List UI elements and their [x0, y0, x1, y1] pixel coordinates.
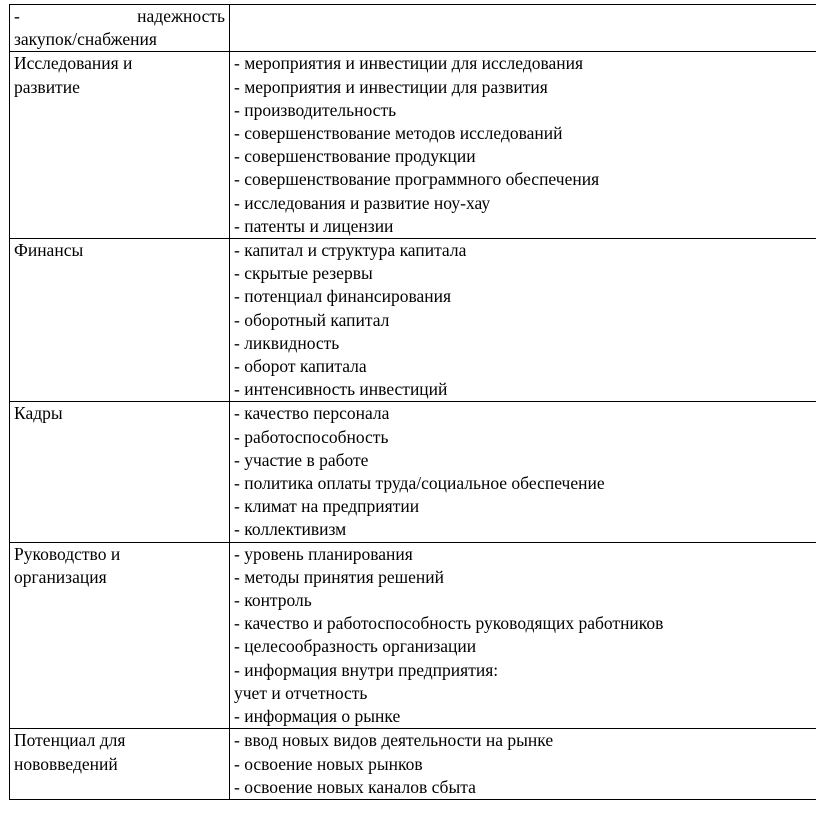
table-row — [10, 239, 816, 402]
category-cell — [10, 239, 230, 402]
category-cell — [10, 5, 230, 52]
items-cell — [230, 5, 816, 52]
list-item: - качество и работоспособность руководящих работников — [234, 613, 664, 634]
items-cell — [230, 542, 816, 729]
table-row — [10, 402, 816, 542]
list-item: - политика оплаты труда/социальное обеспечение — [234, 473, 605, 494]
factors-table — [9, 4, 816, 800]
category-line — [14, 5, 229, 28]
list-item: - капитал и структура капитала — [234, 240, 467, 261]
category-text: Потенциал для — [14, 730, 126, 751]
category-text: Исследования и — [14, 53, 133, 74]
list-item: - мероприятия и инвестиции для исследования — [234, 53, 584, 74]
list-item: - совершенствование программного обеспечения — [234, 169, 600, 190]
items-cell — [230, 402, 816, 542]
category-cell — [10, 729, 230, 800]
list-item: - уровень планирования — [234, 543, 413, 564]
list-item: - участие в работе — [234, 449, 369, 470]
category-text: закупок/снабжения — [14, 29, 157, 50]
list-item: - совершенствование методов исследований — [234, 123, 563, 144]
list-item: - методы принятия решений — [234, 566, 444, 587]
list-item: - качество персонала — [234, 403, 390, 424]
list-item: - освоение новых каналов сбыта — [234, 776, 476, 797]
list-item: - освоение новых рынков — [234, 753, 423, 774]
table-row — [10, 5, 816, 52]
list-item: - потенциал финансирования — [234, 286, 452, 307]
list-item: - интенсивность инвестиций — [234, 379, 448, 400]
category-text: Финансы — [14, 240, 84, 261]
list-item: - скрытые резервы — [234, 263, 373, 284]
category-text: Кадры — [14, 403, 63, 424]
table-row — [10, 729, 816, 800]
list-item: - ликвидность — [234, 332, 340, 353]
list-item: - информация внутри предприятия: — [234, 659, 499, 680]
category-text: Руководство и — [14, 543, 121, 564]
list-item: - коллективизм — [234, 519, 347, 540]
category-text: надежность — [137, 6, 225, 26]
list-item: - работоспособность — [234, 426, 389, 447]
list-item: - производительность — [234, 99, 397, 120]
list-item: - совершенствование продукции — [234, 146, 476, 167]
list-item: - контроль — [234, 590, 312, 611]
list-item: - оборот капитала — [234, 356, 367, 377]
list-item: - патенты и лицензии — [234, 215, 394, 236]
list-item: - мероприятия и инвестиции для развития — [234, 76, 548, 97]
list-item: - исследования и развитие ноу-хау — [234, 192, 491, 213]
list-item: - целесообразность организации — [234, 636, 477, 657]
category-cell — [10, 542, 230, 729]
category-text: - — [14, 6, 20, 26]
category-cell — [10, 52, 230, 239]
items-cell — [230, 52, 816, 239]
list-item: - информация о рынке — [234, 706, 401, 727]
table-row — [10, 542, 816, 729]
items-cell — [230, 239, 816, 402]
items-cell — [230, 729, 816, 800]
list-item: - оборотный капитал — [234, 309, 390, 330]
category-text: организация — [14, 566, 107, 587]
list-item: учет и отчетность — [234, 682, 368, 703]
category-text: развитие — [14, 76, 80, 97]
table-row — [10, 52, 816, 239]
list-item: - ввод новых видов деятельности на рынке — [234, 730, 554, 751]
list-item: - климат на предприятии — [234, 496, 420, 517]
category-cell — [10, 402, 230, 542]
category-text: нововведений — [14, 753, 118, 774]
